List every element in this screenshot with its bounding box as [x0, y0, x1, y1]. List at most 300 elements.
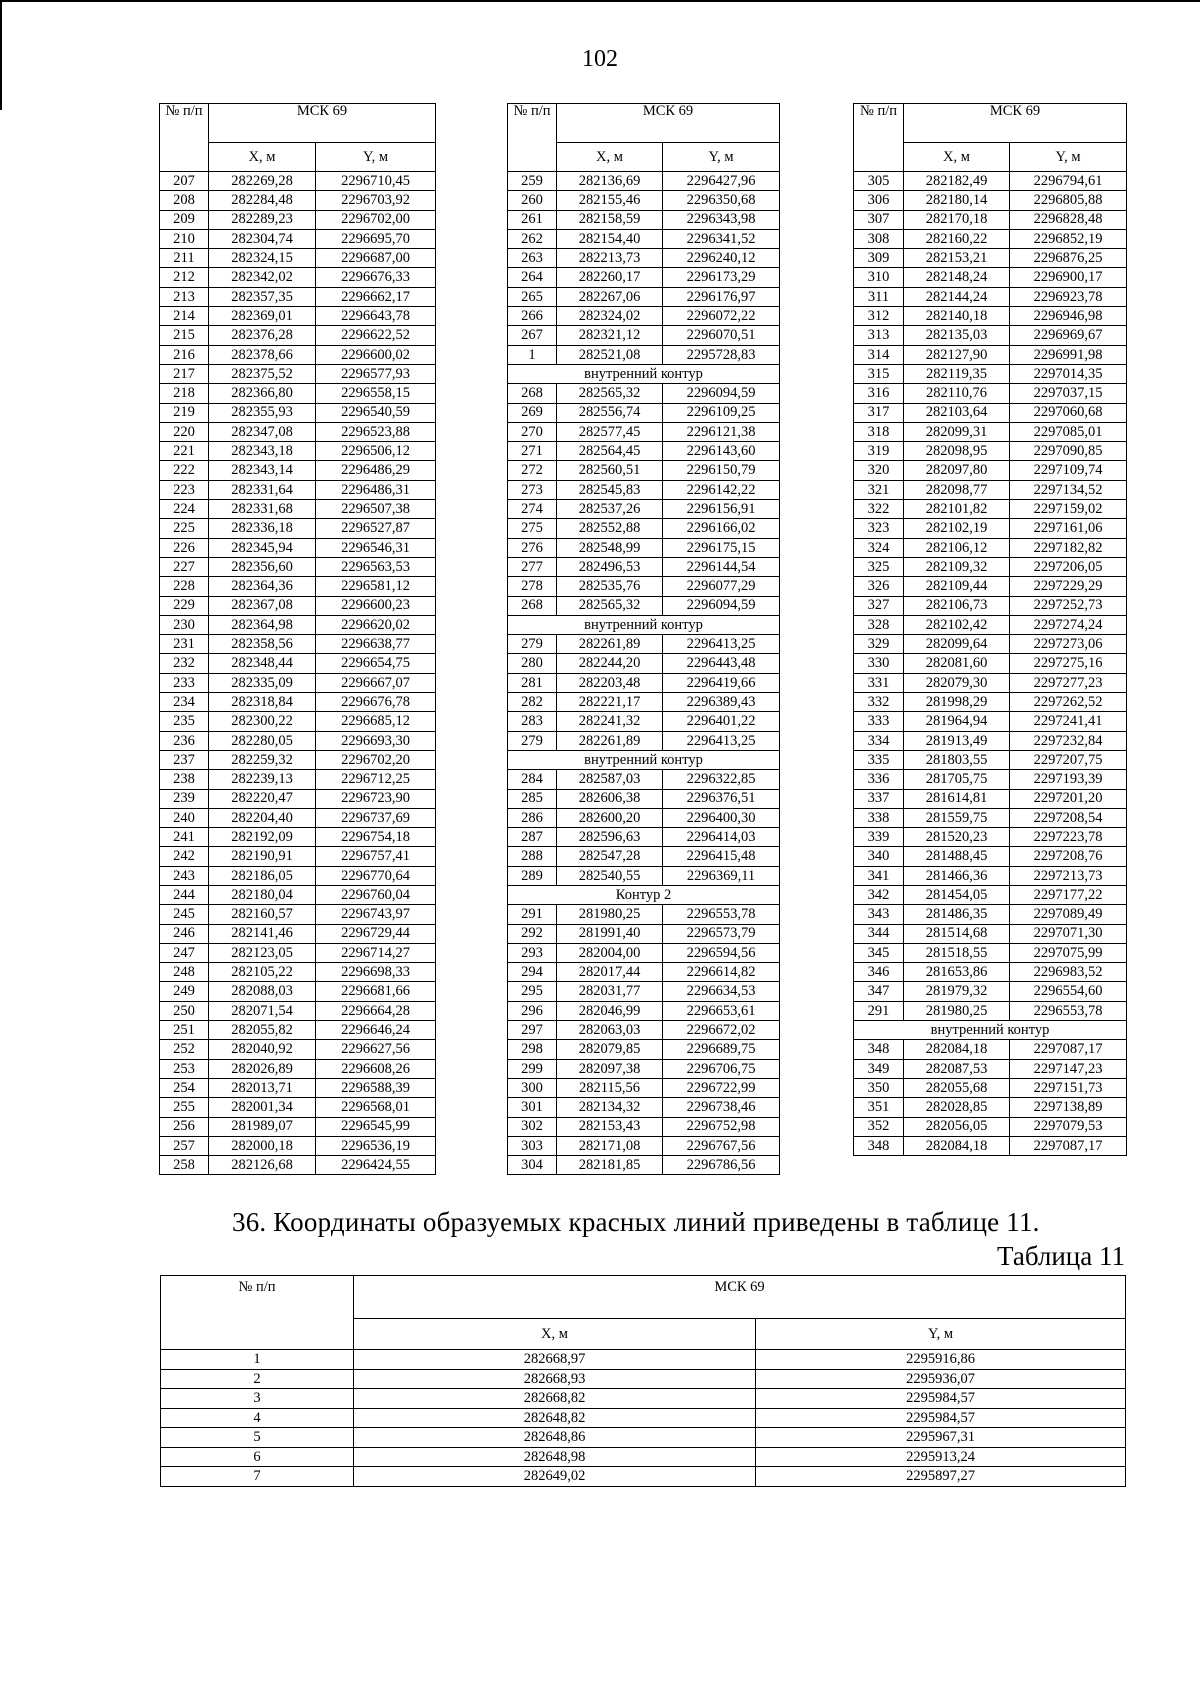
- point-number-cell: 349: [854, 1059, 904, 1078]
- x-coordinate-cell: 282153,21: [904, 249, 1010, 268]
- table-row: [160, 1136, 436, 1155]
- x-coordinate-cell: 282355,93: [209, 403, 316, 422]
- point-number-cell: 235: [160, 712, 209, 731]
- point-number-cell: 307: [854, 210, 904, 229]
- x-coordinate-cell: 282587,03: [557, 770, 663, 789]
- point-number-cell: 248: [160, 963, 209, 982]
- table-row: [854, 924, 1127, 943]
- table-row: [854, 693, 1127, 712]
- x-coordinate-cell: 282606,38: [557, 789, 663, 808]
- table-row: [160, 249, 436, 268]
- table-row: [854, 422, 1127, 441]
- x-coordinate-cell: 282102,19: [904, 519, 1010, 538]
- y-coordinate-cell: 2296710,45: [316, 172, 436, 191]
- table-row: [854, 1001, 1127, 1020]
- x-coordinate-cell: 282081,60: [904, 654, 1010, 673]
- x-coordinate-cell: 282289,23: [209, 210, 316, 229]
- point-number-cell: 254: [160, 1078, 209, 1097]
- table-row: [160, 287, 436, 306]
- table-row: [854, 1098, 1127, 1117]
- table-row: [854, 461, 1127, 480]
- table-row: [160, 866, 436, 885]
- table-row: [854, 963, 1127, 982]
- table-row: [161, 1369, 1126, 1389]
- y-coordinate-cell: 2297182,82: [1010, 538, 1127, 557]
- x-coordinate-cell: 282109,44: [904, 577, 1010, 596]
- table-row: [508, 1078, 780, 1097]
- y-coordinate-cell: 2296852,19: [1010, 229, 1127, 248]
- table-row: [160, 1117, 436, 1136]
- x-coordinate-cell: 282153,43: [557, 1117, 663, 1136]
- x-coordinate-cell: 282260,17: [557, 268, 663, 287]
- table-row: [854, 770, 1127, 789]
- x-coordinate-cell: 282345,94: [209, 538, 316, 557]
- point-number-cell: 301: [508, 1098, 557, 1117]
- table-row: [854, 654, 1127, 673]
- x-coordinate-cell: 282126,68: [209, 1156, 316, 1175]
- x-coordinate-cell: 282358,56: [209, 635, 316, 654]
- x-coordinate-cell: 282577,45: [557, 422, 663, 441]
- y-coordinate-cell: 2296486,31: [316, 480, 436, 499]
- x-coordinate-cell: 281998,29: [904, 693, 1010, 712]
- point-number-cell: 299: [508, 1059, 557, 1078]
- point-number-cell: 328: [854, 615, 904, 634]
- y-coordinate-cell: 2297079,53: [1010, 1117, 1127, 1136]
- x-coordinate-cell: 282055,82: [209, 1021, 316, 1040]
- x-coordinate-cell: 282564,45: [557, 442, 663, 461]
- y-coordinate-cell: 2297208,54: [1010, 808, 1127, 827]
- section-row: [508, 615, 780, 634]
- x-coordinate-cell: 282220,47: [209, 789, 316, 808]
- y-coordinate-cell: 2296588,39: [316, 1078, 436, 1097]
- x-coordinate-cell: 282028,85: [904, 1098, 1010, 1117]
- table-row: [160, 480, 436, 499]
- y-coordinate-cell: 2297087,17: [1010, 1136, 1127, 1155]
- x-coordinate-cell: 281964,94: [904, 712, 1010, 731]
- y-coordinate-cell: 2297208,76: [1010, 847, 1127, 866]
- x-coordinate-cell: 282521,08: [557, 345, 663, 364]
- table-row: [854, 345, 1127, 364]
- table-row: [508, 924, 780, 943]
- x-coordinate-cell: 282071,54: [209, 1001, 316, 1020]
- y-coordinate-cell: 2296341,52: [663, 229, 780, 248]
- point-number-cell: 3: [161, 1389, 354, 1409]
- column-header-x: X, м: [557, 143, 663, 172]
- table-row: [508, 229, 780, 248]
- coordinates-table-right: [853, 103, 1127, 1156]
- point-number-cell: 352: [854, 1117, 904, 1136]
- y-coordinate-cell: 2296568,01: [316, 1098, 436, 1117]
- point-number-cell: 243: [160, 866, 209, 885]
- y-coordinate-cell: 2297252,73: [1010, 596, 1127, 615]
- table-row: [160, 577, 436, 596]
- y-coordinate-cell: 2297089,49: [1010, 905, 1127, 924]
- point-number-cell: 262: [508, 229, 557, 248]
- y-coordinate-cell: 2296828,48: [1010, 210, 1127, 229]
- table-row: [854, 615, 1127, 634]
- table-row: [160, 693, 436, 712]
- column-header-x: X, м: [904, 143, 1010, 172]
- table-row: [508, 1059, 780, 1078]
- table-row: [508, 982, 780, 1001]
- y-coordinate-cell: 2296144,54: [663, 557, 780, 576]
- x-coordinate-cell: 282079,85: [557, 1040, 663, 1059]
- point-number-cell: 213: [160, 287, 209, 306]
- y-coordinate-cell: 2296722,99: [663, 1078, 780, 1097]
- point-number-cell: 212: [160, 268, 209, 287]
- y-coordinate-cell: 2296166,02: [663, 519, 780, 538]
- y-coordinate-cell: 2296322,85: [663, 770, 780, 789]
- point-number-cell: 249: [160, 982, 209, 1001]
- table-row: [508, 847, 780, 866]
- x-coordinate-cell: 281979,32: [904, 982, 1010, 1001]
- x-coordinate-cell: 282026,89: [209, 1059, 316, 1078]
- table-row: [508, 191, 780, 210]
- point-number-cell: 309: [854, 249, 904, 268]
- point-number-cell: 258: [160, 1156, 209, 1175]
- point-number-cell: 244: [160, 885, 209, 904]
- table-row: [854, 287, 1127, 306]
- y-coordinate-cell: 2296969,67: [1010, 326, 1127, 345]
- x-coordinate-cell: 282596,63: [557, 828, 663, 847]
- point-number-cell: 320: [854, 461, 904, 480]
- point-number-cell: 214: [160, 307, 209, 326]
- table-row: [854, 519, 1127, 538]
- y-coordinate-cell: 2296415,48: [663, 847, 780, 866]
- x-coordinate-cell: 282367,08: [209, 596, 316, 615]
- table-row: [508, 673, 780, 692]
- table-row: [160, 1098, 436, 1117]
- point-number-cell: 342: [854, 885, 904, 904]
- x-coordinate-cell: 282356,60: [209, 557, 316, 576]
- table-row: [508, 1001, 780, 1020]
- x-coordinate-cell: 282110,76: [904, 384, 1010, 403]
- table-row: [854, 1136, 1127, 1155]
- table-row: [160, 963, 436, 982]
- x-coordinate-cell: 281466,36: [904, 866, 1010, 885]
- point-number-cell: 218: [160, 384, 209, 403]
- point-number-cell: 231: [160, 635, 209, 654]
- table-row: [160, 654, 436, 673]
- y-coordinate-cell: 2296991,98: [1010, 345, 1127, 364]
- table-row: [160, 847, 436, 866]
- point-number-cell: 297: [508, 1021, 557, 1040]
- column-header-y: Y, м: [1010, 143, 1127, 172]
- x-coordinate-cell: 282099,64: [904, 635, 1010, 654]
- point-number-cell: 319: [854, 442, 904, 461]
- table-row: [854, 905, 1127, 924]
- point-number-cell: 1: [508, 345, 557, 364]
- table-row: [508, 249, 780, 268]
- point-number-cell: 351: [854, 1098, 904, 1117]
- table-row: [508, 808, 780, 827]
- x-coordinate-cell: 282540,55: [557, 866, 663, 885]
- point-number-cell: 304: [508, 1156, 557, 1175]
- y-coordinate-cell: 2296419,66: [663, 673, 780, 692]
- coordinates-table-middle: [507, 103, 780, 1175]
- point-number-cell: 346: [854, 963, 904, 982]
- y-coordinate-cell: 2296614,82: [663, 963, 780, 982]
- table-row: [161, 1447, 1126, 1467]
- point-number-cell: 310: [854, 268, 904, 287]
- x-coordinate-cell: 282548,99: [557, 538, 663, 557]
- y-coordinate-cell: 2296900,17: [1010, 268, 1127, 287]
- y-coordinate-cell: 2296703,92: [316, 191, 436, 210]
- y-coordinate-cell: 2296176,97: [663, 287, 780, 306]
- point-number-cell: 339: [854, 828, 904, 847]
- x-coordinate-cell: 282088,03: [209, 982, 316, 1001]
- point-number-cell: 256: [160, 1117, 209, 1136]
- x-coordinate-cell: 282376,28: [209, 326, 316, 345]
- table-row: [160, 268, 436, 287]
- point-number-cell: 341: [854, 866, 904, 885]
- point-number-cell: 323: [854, 519, 904, 538]
- x-coordinate-cell: 282004,00: [557, 943, 663, 962]
- section-label: Контур 2: [508, 885, 780, 904]
- table-row: [160, 1156, 436, 1175]
- column-header-y: Y, м: [663, 143, 780, 172]
- table-row: [160, 307, 436, 326]
- point-number-cell: 215: [160, 326, 209, 345]
- table-row: [161, 1408, 1126, 1428]
- table-row: [508, 403, 780, 422]
- y-coordinate-cell: 2296729,44: [316, 924, 436, 943]
- x-coordinate-cell: 282017,44: [557, 963, 663, 982]
- y-coordinate-cell: 2296714,27: [316, 943, 436, 962]
- y-coordinate-cell: 2297177,22: [1010, 885, 1127, 904]
- x-coordinate-cell: 282648,82: [354, 1408, 756, 1428]
- y-coordinate-cell: 2296553,78: [663, 905, 780, 924]
- y-coordinate-cell: 2297273,06: [1010, 635, 1127, 654]
- y-coordinate-cell: 2297090,85: [1010, 442, 1127, 461]
- x-coordinate-cell: 282055,68: [904, 1078, 1010, 1097]
- x-coordinate-cell: 282102,42: [904, 615, 1010, 634]
- x-coordinate-cell: 282552,88: [557, 519, 663, 538]
- x-coordinate-cell: 281980,25: [904, 1001, 1010, 1020]
- y-coordinate-cell: 2296553,78: [1010, 1001, 1127, 1020]
- table-row: [508, 268, 780, 287]
- table-row: [160, 538, 436, 557]
- y-coordinate-cell: 2297159,02: [1010, 500, 1127, 519]
- x-coordinate-cell: 282063,03: [557, 1021, 663, 1040]
- point-number-cell: 271: [508, 442, 557, 461]
- section-row: [854, 1021, 1127, 1040]
- x-coordinate-cell: 282565,32: [557, 596, 663, 615]
- y-coordinate-cell: 2297075,99: [1010, 943, 1127, 962]
- column-header-x: X, м: [354, 1319, 756, 1350]
- table-row: [854, 808, 1127, 827]
- x-coordinate-cell: 282321,12: [557, 326, 663, 345]
- y-coordinate-cell: 2296723,90: [316, 789, 436, 808]
- point-number-cell: 261: [508, 210, 557, 229]
- point-number-cell: 4: [161, 1408, 354, 1428]
- x-coordinate-cell: 282369,01: [209, 307, 316, 326]
- point-number-cell: 1: [161, 1350, 354, 1370]
- table-row: [508, 500, 780, 519]
- y-coordinate-cell: 2296443,48: [663, 654, 780, 673]
- point-number-cell: 209: [160, 210, 209, 229]
- table-row: [854, 210, 1127, 229]
- x-coordinate-cell: 282547,28: [557, 847, 663, 866]
- x-coordinate-cell: 282347,08: [209, 422, 316, 441]
- y-coordinate-cell: 2296175,15: [663, 538, 780, 557]
- table-row: [160, 731, 436, 750]
- point-number-cell: 270: [508, 422, 557, 441]
- x-coordinate-cell: 281486,35: [904, 905, 1010, 924]
- x-coordinate-cell: 282046,99: [557, 1001, 663, 1020]
- column-header-system: МСК 69: [354, 1276, 1126, 1319]
- table-row: [508, 1136, 780, 1155]
- point-number-cell: 285: [508, 789, 557, 808]
- point-number-cell: 293: [508, 943, 557, 962]
- y-coordinate-cell: 2296427,96: [663, 172, 780, 191]
- y-coordinate-cell: 2296173,29: [663, 268, 780, 287]
- page-number: 102: [582, 46, 618, 72]
- point-number-cell: 255: [160, 1098, 209, 1117]
- table-row: [160, 364, 436, 383]
- x-coordinate-cell: 282135,03: [904, 326, 1010, 345]
- table-row: [854, 191, 1127, 210]
- x-coordinate-cell: 282171,08: [557, 1136, 663, 1155]
- table-row: [160, 828, 436, 847]
- y-coordinate-cell: 2296072,22: [663, 307, 780, 326]
- x-coordinate-cell: 282259,32: [209, 750, 316, 769]
- y-coordinate-cell: 2296413,25: [663, 731, 780, 750]
- y-coordinate-cell: 2296767,56: [663, 1136, 780, 1155]
- point-number-cell: 268: [508, 384, 557, 403]
- point-number-cell: 227: [160, 557, 209, 576]
- y-coordinate-cell: 2295984,57: [756, 1408, 1126, 1428]
- table-row: [854, 326, 1127, 345]
- point-number-cell: 233: [160, 673, 209, 692]
- y-coordinate-cell: 2296156,91: [663, 500, 780, 519]
- table-row: [160, 885, 436, 904]
- x-coordinate-cell: 282343,18: [209, 442, 316, 461]
- table-row: [508, 519, 780, 538]
- point-number-cell: 242: [160, 847, 209, 866]
- y-coordinate-cell: 2296712,25: [316, 770, 436, 789]
- x-coordinate-cell: 282097,38: [557, 1059, 663, 1078]
- table-row: [508, 210, 780, 229]
- y-coordinate-cell: 2296654,75: [316, 654, 436, 673]
- x-coordinate-cell: 282648,98: [354, 1447, 756, 1467]
- y-coordinate-cell: 2296643,78: [316, 307, 436, 326]
- table-row: [854, 1117, 1127, 1136]
- table-row: [854, 750, 1127, 769]
- x-coordinate-cell: 282180,14: [904, 191, 1010, 210]
- table-row: [854, 731, 1127, 750]
- y-coordinate-cell: 2295913,24: [756, 1447, 1126, 1467]
- x-coordinate-cell: 282190,91: [209, 847, 316, 866]
- point-number-cell: 313: [854, 326, 904, 345]
- point-number-cell: 239: [160, 789, 209, 808]
- section-label: внутренний контур: [854, 1021, 1127, 1040]
- table-row: [854, 847, 1127, 866]
- x-coordinate-cell: 281614,81: [904, 789, 1010, 808]
- y-coordinate-cell: 2296752,98: [663, 1117, 780, 1136]
- x-coordinate-cell: 282648,86: [354, 1428, 756, 1448]
- y-coordinate-cell: 2295916,86: [756, 1350, 1126, 1370]
- table-row: [160, 943, 436, 962]
- x-coordinate-cell: 282160,22: [904, 229, 1010, 248]
- x-coordinate-cell: 282668,82: [354, 1389, 756, 1409]
- point-number-cell: 288: [508, 847, 557, 866]
- table-row: [854, 500, 1127, 519]
- y-coordinate-cell: 2296687,00: [316, 249, 436, 268]
- y-coordinate-cell: 2296554,60: [1010, 982, 1127, 1001]
- point-number-cell: 211: [160, 249, 209, 268]
- table-row: [854, 866, 1127, 885]
- y-coordinate-cell: 2296389,43: [663, 693, 780, 712]
- point-number-cell: 332: [854, 693, 904, 712]
- point-number-cell: 326: [854, 577, 904, 596]
- x-coordinate-cell: 282545,83: [557, 480, 663, 499]
- x-coordinate-cell: 282221,17: [557, 693, 663, 712]
- table-row: [508, 712, 780, 731]
- table-row: [854, 403, 1127, 422]
- y-coordinate-cell: 2296369,11: [663, 866, 780, 885]
- y-coordinate-cell: 2296794,61: [1010, 172, 1127, 191]
- point-number-cell: 336: [854, 770, 904, 789]
- column-header-system: МСК 69: [209, 104, 436, 143]
- table-row: [508, 943, 780, 962]
- table-row: [854, 172, 1127, 191]
- table-11-caption: Таблица 11: [997, 1241, 1125, 1271]
- x-coordinate-cell: 282001,34: [209, 1098, 316, 1117]
- y-coordinate-cell: 2296401,22: [663, 712, 780, 731]
- table-row: [160, 1021, 436, 1040]
- x-coordinate-cell: 282140,18: [904, 307, 1010, 326]
- table-row: [508, 345, 780, 364]
- y-coordinate-cell: 2296693,30: [316, 731, 436, 750]
- point-number-cell: 225: [160, 519, 209, 538]
- section-label: внутренний контур: [508, 364, 780, 383]
- x-coordinate-cell: 282186,05: [209, 866, 316, 885]
- point-number-cell: 5: [161, 1428, 354, 1448]
- point-number-cell: 340: [854, 847, 904, 866]
- table-row: [160, 905, 436, 924]
- x-coordinate-cell: 282105,22: [209, 963, 316, 982]
- table-row: [854, 229, 1127, 248]
- table-row: [160, 924, 436, 943]
- table-row: [508, 731, 780, 750]
- y-coordinate-cell: 2296486,29: [316, 461, 436, 480]
- column-header-number: № п/п: [854, 104, 904, 172]
- table-row: [508, 693, 780, 712]
- y-coordinate-cell: 2296672,02: [663, 1021, 780, 1040]
- x-coordinate-cell: 282136,69: [557, 172, 663, 191]
- table-row: [508, 789, 780, 808]
- x-coordinate-cell: 282378,66: [209, 345, 316, 364]
- point-number-cell: 208: [160, 191, 209, 210]
- x-coordinate-cell: 281989,07: [209, 1117, 316, 1136]
- x-coordinate-cell: 282537,26: [557, 500, 663, 519]
- y-coordinate-cell: 2296545,99: [316, 1117, 436, 1136]
- x-coordinate-cell: 282342,02: [209, 268, 316, 287]
- point-number-cell: 250: [160, 1001, 209, 1020]
- point-number-cell: 306: [854, 191, 904, 210]
- y-coordinate-cell: 2296702,00: [316, 210, 436, 229]
- table-row: [160, 442, 436, 461]
- y-coordinate-cell: 2296527,87: [316, 519, 436, 538]
- table-row: [508, 654, 780, 673]
- y-coordinate-cell: 2297232,84: [1010, 731, 1127, 750]
- point-number-cell: 338: [854, 808, 904, 827]
- x-coordinate-cell: 282103,64: [904, 403, 1010, 422]
- table-row: [854, 1059, 1127, 1078]
- y-coordinate-cell: 2296676,33: [316, 268, 436, 287]
- table-row: [854, 712, 1127, 731]
